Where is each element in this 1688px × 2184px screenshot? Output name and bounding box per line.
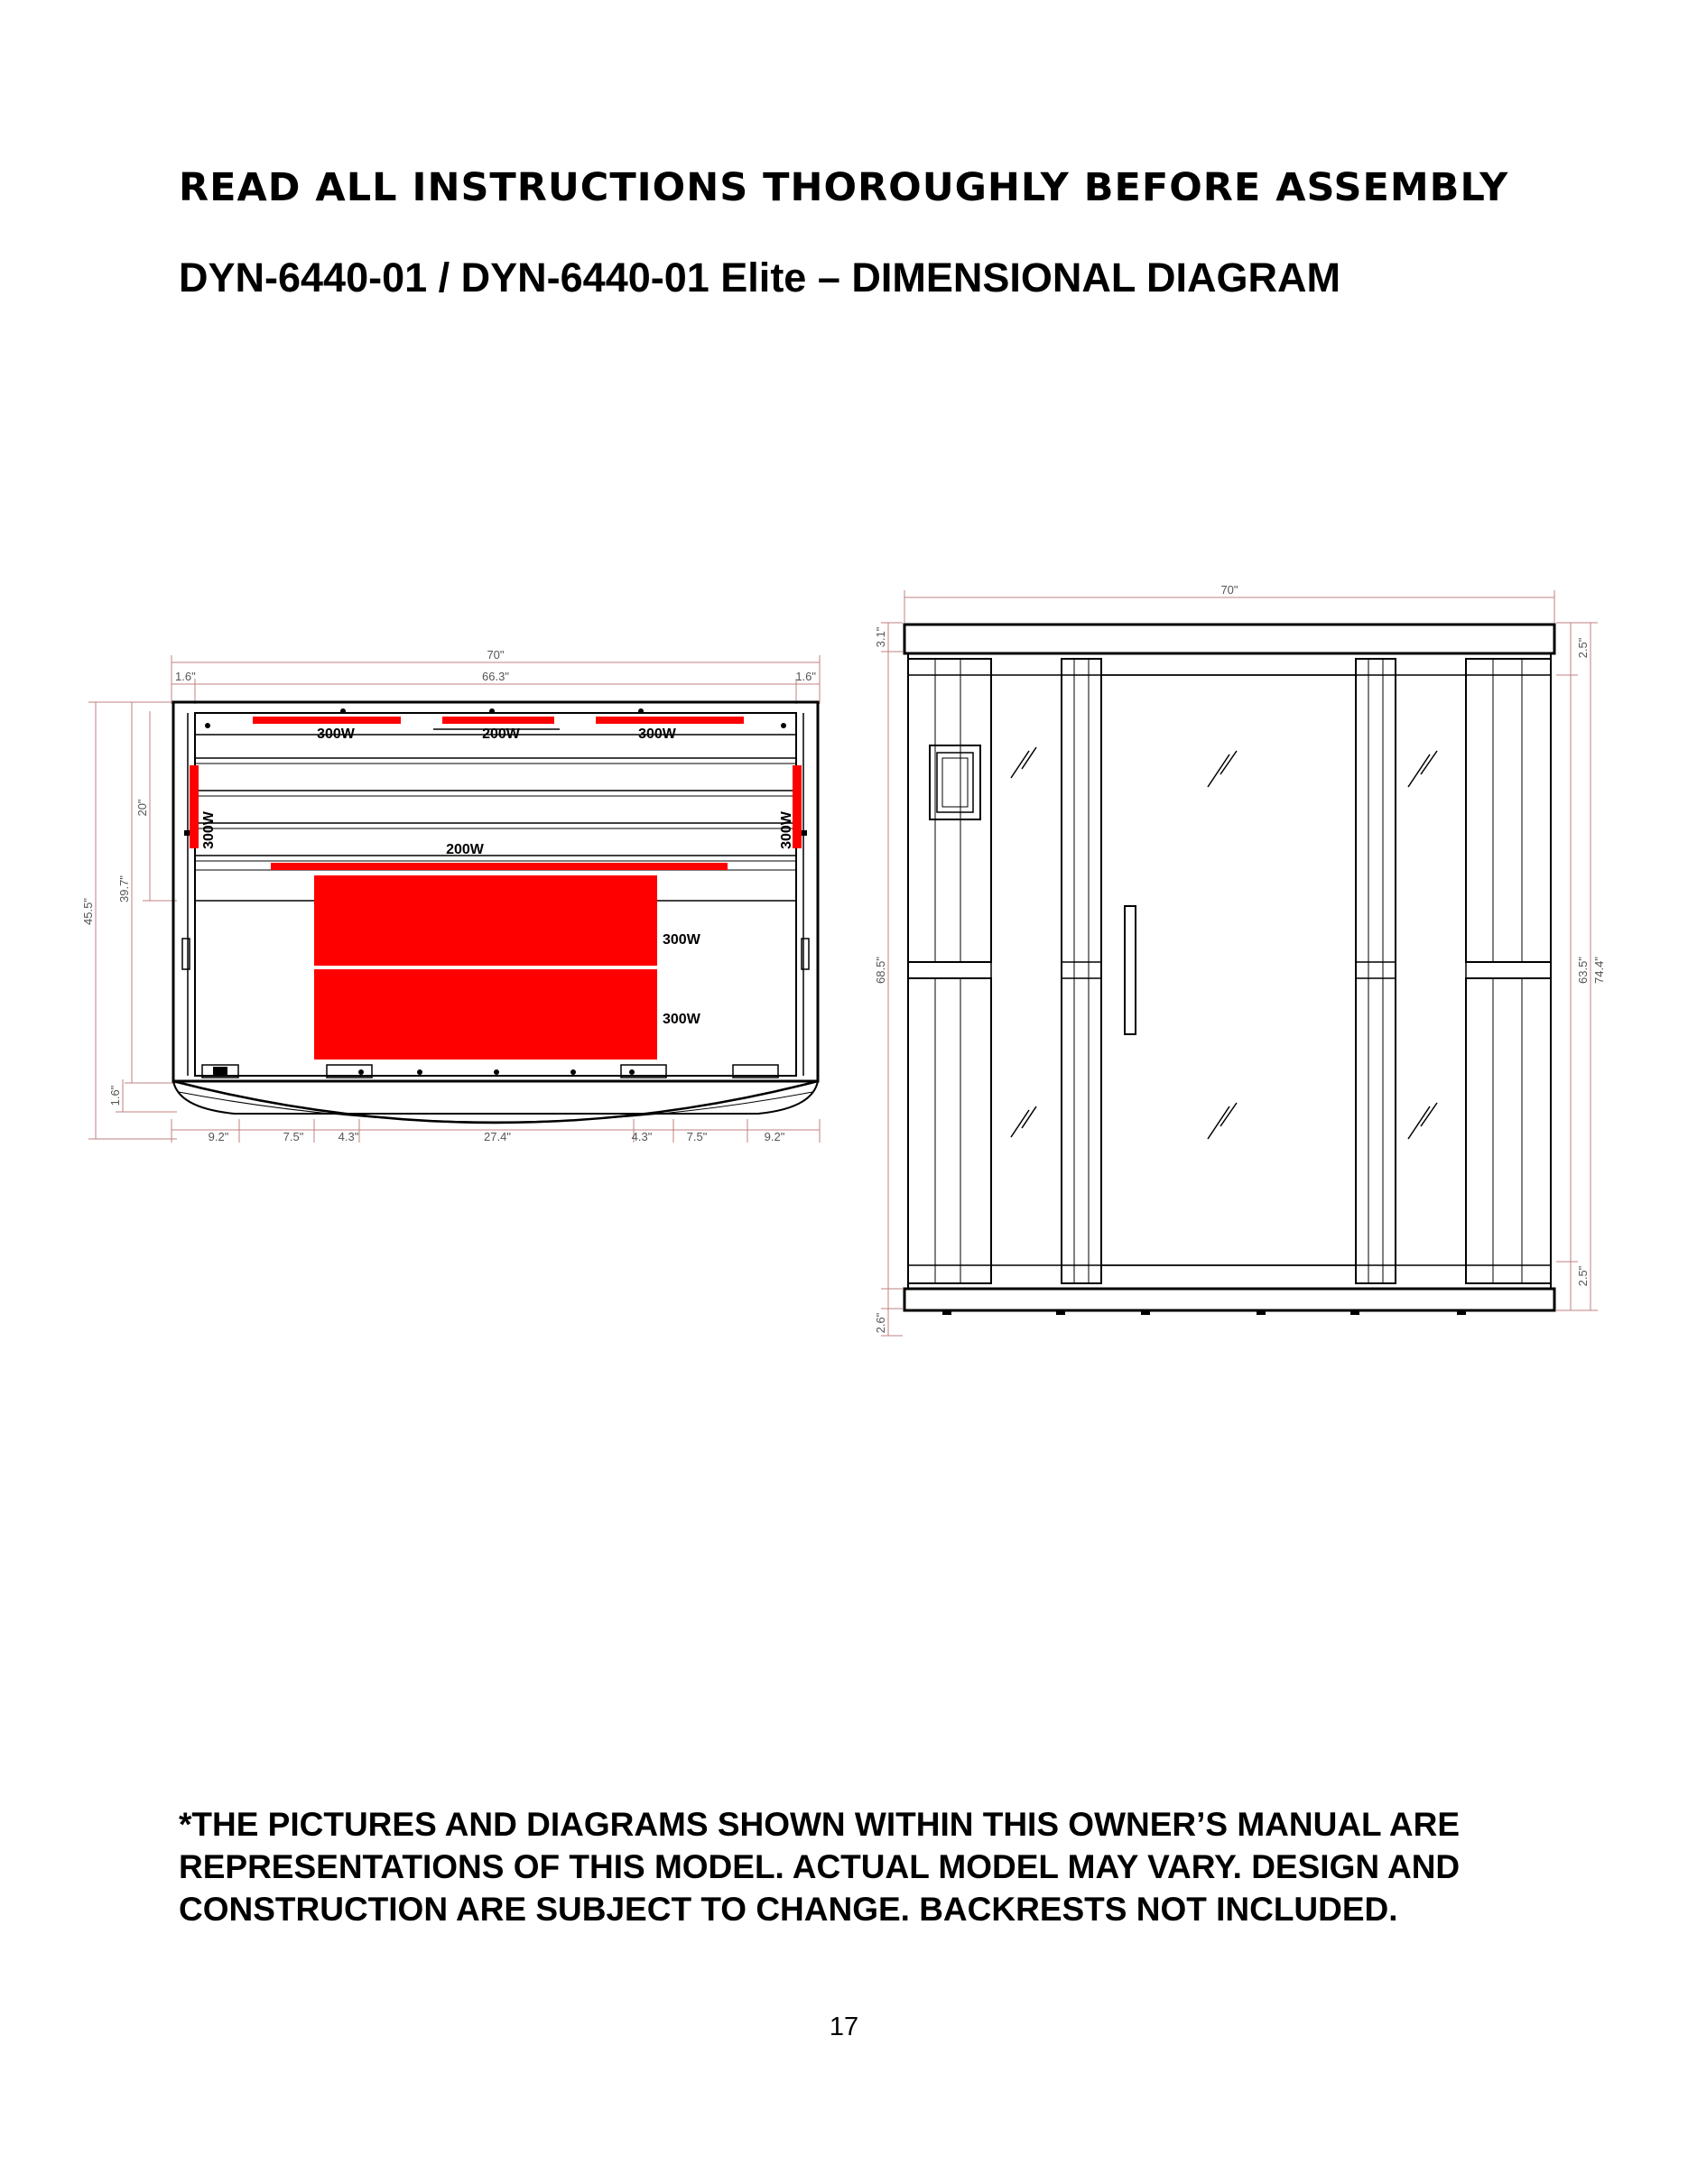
top-view [81,648,820,1143]
front-width-total-label: 70" [1220,583,1238,597]
bottom-seg-1-label: 9.2" [208,1130,229,1143]
page-heading: READ ALL INSTRUCTIONS THOROUGHLY BEFORE ASSEMBLY [179,165,1509,210]
bottom-seg-5-label: 4.3" [631,1130,653,1143]
heater-side-left-label: 300W [201,811,217,849]
front-right-inner-label: 63.5" [1576,957,1590,984]
top-depth-total-label: 45.5" [81,898,95,925]
disclaimer [179,1803,1587,1930]
heater-floor-lower-label: 300W [663,1012,700,1027]
heater-back-center-label: 200W [482,726,520,742]
front-base-label: 2.6" [874,1312,887,1334]
heater-back-right-label: 300W [638,726,676,742]
top-width-total-label: 70" [487,648,505,662]
heater-bench-label: 200W [446,842,484,857]
disclaimer-line: REPRESENTATIONS OF THIS MODEL. ACTUAL MODEL MAY VARY. DESIGN AND [179,1848,1461,1885]
front-top-cap-label: 3.1" [874,626,887,648]
heater-floor-upper-label: 300W [663,932,700,948]
bottom-seg-3-label: 4.3" [338,1130,359,1143]
top-inner-width-label: 66.3" [482,670,509,683]
bottom-seg-6-label: 7.5" [686,1130,708,1143]
page-number: 17 [829,2013,859,2041]
top-bench-depth-label: 20" [135,799,149,817]
top-front-offset-label: 1.6" [108,1085,122,1106]
disclaimer-line: CONSTRUCTION ARE SUBJECT TO CHANGE. BACKRESTS NOT INCLUDED. [179,1891,1398,1928]
front-right-bottom-label: 2.5" [1576,1265,1590,1287]
top-depth-inner-label: 39.7" [117,875,131,902]
front-view [874,583,1606,1336]
heater-panels [190,717,802,1060]
heater-back-left-label: 300W [317,726,355,742]
front-right-top-label: 2.5" [1576,637,1590,659]
heater-side-right-label: 300W [779,811,794,849]
front-body-height-label: 68.5" [874,957,887,984]
bottom-seg-4-label: 27.4" [484,1130,511,1143]
top-wall-right-label: 1.6" [795,670,816,683]
disclaimer-line: *THE PICTURES AND DIAGRAMS SHOWN WITHIN THIS OWNER’S MANUAL ARE [179,1806,1461,1843]
bottom-seg-2-label: 7.5" [283,1130,304,1143]
bottom-seg-7-label: 9.2" [764,1130,785,1143]
top-wall-left-label: 1.6" [175,670,196,683]
front-right-total-label: 74.4" [1592,957,1606,984]
diagram-title: DYN-6440-01 / DYN-6440-01 Elite – DIMENSIONAL DIAGRAM [179,254,1341,301]
